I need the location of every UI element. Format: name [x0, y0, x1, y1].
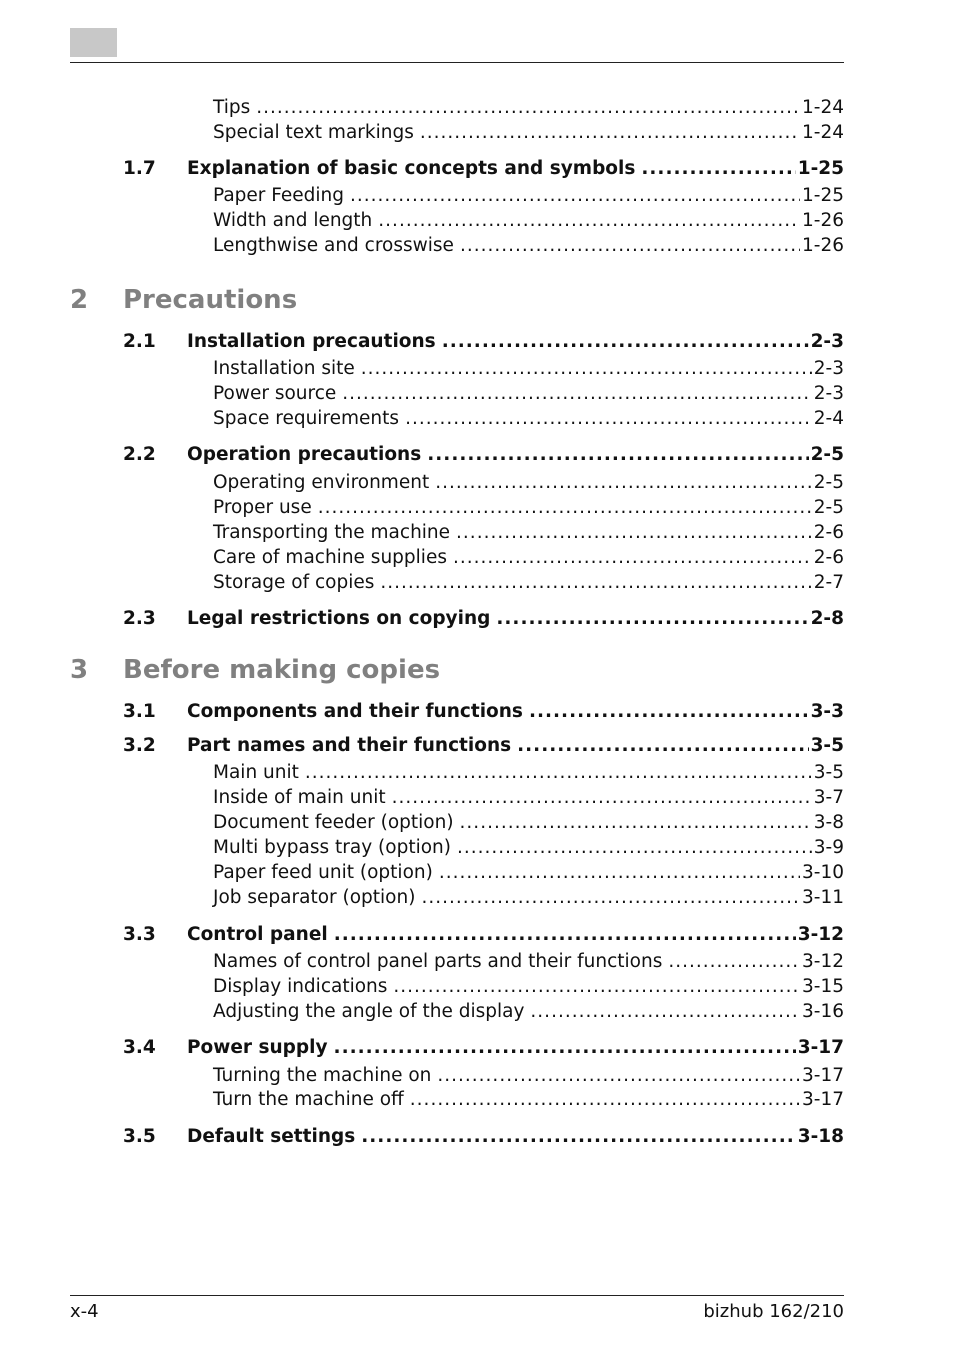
toc-entry-page: 2-5 — [813, 472, 844, 493]
toc-entry-label: Width and length — [213, 210, 378, 231]
page-number: x-4 — [70, 1301, 99, 1322]
toc-entry-page: 3-8 — [813, 812, 844, 833]
toc-subsection-entry[interactable] — [213, 976, 844, 1000]
toc-entry-page: 3-7 — [813, 787, 844, 808]
toc-entry-page: 3-10 — [802, 862, 844, 883]
dot-leader — [420, 122, 800, 143]
toc-subsection-entry[interactable] — [213, 235, 844, 259]
section-number: 3.5 — [123, 1126, 156, 1147]
dot-leader — [342, 383, 812, 404]
toc-entry-label: Installation precautions — [187, 331, 442, 352]
toc-subsection-entry[interactable] — [213, 358, 844, 382]
toc-entry-page: 2-4 — [813, 408, 844, 429]
dot-leader — [496, 608, 808, 629]
dot-leader — [334, 1037, 796, 1058]
toc-entry-label: Tips — [213, 97, 256, 118]
toc-entry-page: 1-24 — [802, 122, 844, 143]
dot-leader — [380, 572, 811, 593]
toc-entry-page: 3-5 — [813, 762, 844, 783]
toc-subsection-entry[interactable] — [213, 572, 844, 596]
dot-leader — [439, 862, 800, 883]
toc-entry-page: 3-17 — [802, 1089, 844, 1110]
toc-entry-label: Paper Feeding — [213, 185, 350, 206]
toc-entry-label: Part names and their functions — [187, 735, 517, 756]
toc-entry-label: Special text markings — [213, 122, 420, 143]
toc-subsection-entry[interactable] — [213, 472, 844, 496]
dot-leader — [435, 472, 812, 493]
toc-subsection-entry[interactable] — [213, 547, 844, 571]
toc-entry-label: Turning the machine on — [213, 1065, 437, 1086]
toc-section-entry[interactable] — [187, 444, 844, 468]
toc-entry-label: Operating environment — [213, 472, 435, 493]
toc-entry-label: Power source — [213, 383, 342, 404]
footer-rule — [70, 1295, 844, 1296]
dot-leader — [361, 1126, 795, 1147]
toc-entry-label: Multi bypass tray (option) — [213, 837, 457, 858]
section-number: 3.3 — [123, 924, 156, 945]
dot-leader — [361, 358, 812, 379]
toc-entry-page: 2-6 — [813, 547, 844, 568]
dot-leader — [529, 701, 809, 722]
toc-entry-label: Inside of main unit — [213, 787, 392, 808]
section-number: 2.2 — [123, 444, 156, 465]
toc-subsection-entry[interactable] — [213, 837, 844, 861]
toc-entry-label: Transporting the machine — [213, 522, 456, 543]
toc-subsection-entry[interactable] — [213, 951, 844, 975]
toc-subsection-entry[interactable] — [213, 185, 844, 209]
dot-leader — [517, 735, 808, 756]
toc-entry-page: 2-8 — [810, 608, 844, 629]
dot-leader — [427, 444, 808, 465]
toc-subsection-entry[interactable] — [213, 1089, 844, 1113]
dot-leader — [334, 924, 796, 945]
section-number: 3.4 — [123, 1037, 156, 1058]
header-tab — [70, 28, 117, 57]
toc-entry-label: Legal restrictions on copying — [187, 608, 496, 629]
dot-leader — [442, 331, 809, 352]
toc-subsection-entry[interactable] — [213, 862, 844, 886]
header-rule — [70, 62, 844, 63]
toc-entry-page: 1-25 — [802, 185, 844, 206]
chapter-title: Before making copies — [123, 655, 441, 685]
dot-leader — [256, 97, 800, 118]
dot-leader — [641, 158, 795, 179]
toc-subsection-entry[interactable] — [213, 97, 844, 121]
toc-subsection-entry[interactable] — [213, 122, 844, 146]
toc-entry-page: 2-5 — [813, 497, 844, 518]
dot-leader — [460, 812, 812, 833]
dot-leader — [393, 976, 800, 997]
toc-entry-label: Turn the machine off — [213, 1089, 410, 1110]
toc-section-entry[interactable] — [187, 735, 844, 759]
toc-entry-page: 3-9 — [813, 837, 844, 858]
section-number: 2.3 — [123, 608, 156, 629]
toc-subsection-entry[interactable] — [213, 210, 844, 234]
toc-entry-label: Adjusting the angle of the display — [213, 1001, 530, 1022]
toc-entry-label: Space requirements — [213, 408, 405, 429]
toc-entry-page: 3-17 — [797, 1037, 844, 1058]
chapter-number: 2 — [70, 285, 89, 315]
toc-entry-label: Default settings — [187, 1126, 361, 1147]
dot-leader — [421, 887, 800, 908]
section-number: 2.1 — [123, 331, 156, 352]
dot-leader — [457, 837, 812, 858]
dot-leader — [392, 787, 812, 808]
section-number: 3.2 — [123, 735, 156, 756]
toc-entry-label: Explanation of basic concepts and symbols — [187, 158, 641, 179]
toc-entry-label: Document feeder (option) — [213, 812, 460, 833]
dot-leader — [378, 210, 800, 231]
toc-entry-label: Main unit — [213, 762, 305, 783]
product-name: bizhub 162/210 — [703, 1301, 844, 1322]
section-number: 1.7 — [123, 158, 156, 179]
toc-entry-page: 2-3 — [813, 358, 844, 379]
dot-leader — [350, 185, 800, 206]
toc-entry-page: 3-18 — [797, 1126, 844, 1147]
toc-entry-page: 3-12 — [797, 924, 844, 945]
dot-leader — [456, 522, 812, 543]
toc-entry-label: Names of control panel parts and their functions — [213, 951, 668, 972]
toc-entry-page: 2-5 — [810, 444, 844, 465]
toc-section-entry[interactable] — [187, 331, 844, 355]
toc-entry-label: Paper feed unit (option) — [213, 862, 439, 883]
toc-entry-page: 2-6 — [813, 522, 844, 543]
dot-leader — [437, 1065, 800, 1086]
toc-entry-label: Power supply — [187, 1037, 334, 1058]
toc-entry-page: 2-7 — [813, 572, 844, 593]
toc-entry-label: Display indications — [213, 976, 393, 997]
toc-entry-label: Installation site — [213, 358, 361, 379]
toc-entry-page: 2-3 — [813, 383, 844, 404]
toc-entry-page: 3-5 — [810, 735, 844, 756]
toc-entry-label: Care of machine supplies — [213, 547, 453, 568]
toc-subsection-entry[interactable] — [213, 762, 844, 786]
toc-subsection-entry[interactable] — [213, 1065, 844, 1089]
toc-subsection-entry[interactable] — [213, 497, 844, 521]
dot-leader — [668, 951, 800, 972]
toc-subsection-entry[interactable] — [213, 812, 844, 836]
toc-entry-label: Operation precautions — [187, 444, 427, 465]
toc-entry-page: 3-11 — [802, 887, 844, 908]
toc-subsection-entry[interactable] — [213, 522, 844, 546]
chapter-title: Precautions — [123, 285, 298, 315]
toc-entry-page: 3-12 — [802, 951, 844, 972]
toc-section-entry[interactable] — [187, 608, 844, 632]
toc-entry-page: 1-26 — [802, 210, 844, 231]
toc-entry-label: Proper use — [213, 497, 318, 518]
dot-leader — [305, 762, 812, 783]
toc-entry-label: Control panel — [187, 924, 334, 945]
toc-section-entry[interactable] — [187, 1037, 844, 1061]
toc-entry-page: 1-24 — [802, 97, 844, 118]
toc-entry-page: 1-25 — [797, 158, 844, 179]
toc-entry-page: 3-16 — [802, 1001, 844, 1022]
dot-leader — [530, 1001, 800, 1022]
toc-entry-page: 3-17 — [802, 1065, 844, 1086]
toc-subsection-entry[interactable] — [213, 408, 844, 432]
toc-subsection-entry[interactable] — [213, 887, 844, 911]
toc-section-entry[interactable] — [187, 924, 844, 948]
toc-section-entry[interactable] — [187, 1126, 844, 1150]
toc-subsection-entry[interactable] — [213, 383, 844, 407]
dot-leader — [460, 235, 800, 256]
dot-leader — [453, 547, 812, 568]
dot-leader — [410, 1089, 800, 1110]
section-number: 3.1 — [123, 701, 156, 722]
toc-entry-page: 1-26 — [802, 235, 844, 256]
toc-entry-page: 2-3 — [810, 331, 844, 352]
toc-entry-label: Storage of copies — [213, 572, 380, 593]
toc-entry-page: 3-3 — [810, 701, 844, 722]
toc-subsection-entry[interactable] — [213, 1001, 844, 1025]
chapter-number: 3 — [70, 655, 89, 685]
toc-subsection-entry[interactable] — [213, 787, 844, 811]
toc-section-entry[interactable] — [187, 701, 844, 725]
dot-leader — [318, 497, 812, 518]
dot-leader — [405, 408, 812, 429]
toc-entry-label: Components and their functions — [187, 701, 529, 722]
toc-section-entry[interactable] — [187, 158, 844, 182]
toc-entry-label: Lengthwise and crosswise — [213, 235, 460, 256]
toc-entry-label: Job separator (option) — [213, 887, 421, 908]
toc-entry-page: 3-15 — [802, 976, 844, 997]
